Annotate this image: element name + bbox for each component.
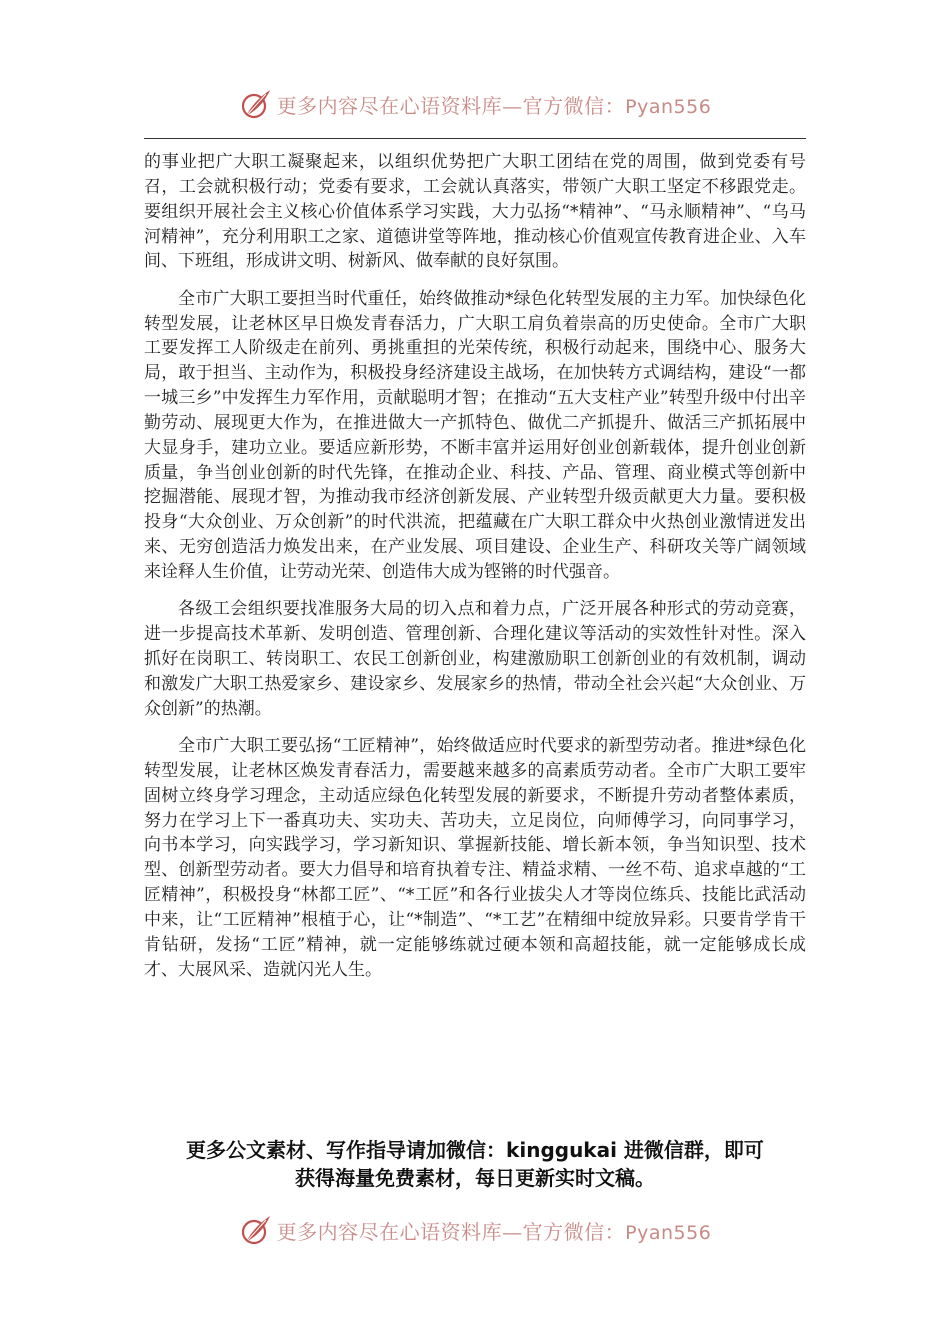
header-divider [144,138,806,139]
header-banner-text: 更多内容尽在心语资料库—官方微信：Pyan556 [276,93,712,118]
header-banner [0,82,950,126]
paragraph-4: 全市广大职工要弘扬“工匠精神”，始终做适应时代要求的新型劳动者。推进*绿色化转型发展，让老林区焕发青春活力，需要越来越多的高素质劳动者。全市广大职工要牢固树立终身学习理念，主动适应绿色化转型发展的新要求，不断提升劳动者整体素质，努力在学习上下一番真功夫、实功夫、苦功夫，立足岗位，向师傅学习，向同事学习，向书本学习，向实践学习，学习新知识、掌握新技能、增长新本领，争当知识型、技术型、创新型劳动者。要大力倡导和培育执着专注、精益求精、一丝不苟、追求卓越的“工匠精神”，积极投身“林都工匠”、“*工匠”和各行业拔尖人才等岗位练兵、技能比武活动中来，让“工匠精神”根植于心，让“*制造”、“*工艺”在精细中绽放异彩。只要肯学肯干肯钻研，发扬“工匠”精神，就一定能够练就过硬本领和高超技能，就一定能够成长成才、大展风采、造就闪光人生。 [144,736,806,980]
promo-notice [130,1136,820,1192]
paragraph-3: 各级工会组织要找准服务大局的切入点和着力点，广泛开展各种形式的劳动竞赛，进一步提高技术革新、发明创造、管理创新、合理化建议等活动的实效性针对性。深入抓好在岗职工、转岗职工、农民工创新创业，构建激励职工创新创业的有效机制，调动和激发广大职工热爱家乡、建设家乡、发展家乡的热情，带动全社会兴起“大众创业、万众创新”的热潮。 [144,599,806,719]
footer-wechat-id: Pyan556 [625,1221,712,1244]
paragraph-2: 全市广大职工要担当时代重任，始终做推动*绿色化转型发展的主力军。加快绿色化转型发展，让老林区早日焕发青春活力，广大职工肩负着崇高的历史使命。全市广大职工要发挥工人阶级走在前列、勇挑重担的光荣传统，积极行动起来，围绕中心、服务大局，敢于担当、主动作为，积极投身经济建设主战场，在加快转方式调结构，建设“一都一城三乡”中发挥生力军作用，贡献聪明才智；在推动“五大支柱产业”转型升级中付出辛勤劳动、展现更大作为，在推进做大一产抓特色、做优二产抓提升、做活三产抓拓展中大显身手，建功立业。要适应新形势，不断丰富并运用好创业创新载体，提升创业创新质量，争当创业创新的时代先锋，在推动企业、科技、产品、管理、商业模式等创新中挖掘潜能、展现才智，为推动我市经济创新发展、产业转型升级贡献更大力量。要积极投身“大众创业、万众创新”的时代洪流，把蕴藏在广大职工群众中火热创业激情迸发出来、无穷创造活力焕发出来，在产业发展、项目建设、企业生产、科研攻关等广阔领域来诠释人生价值，让劳动光荣、创造伟大成为铿锵的时代强音。 [144,288,806,582]
feather-quill-icon [239,87,273,121]
footer-banner [0,1208,950,1252]
feather-quill-icon [239,1213,273,1247]
paragraph-1: 的事业把广大职工凝聚起来，以组织优势把广大职工团结在党的周围，做到党委有号召，工会就积极行动；党委有要求，工会就认真落实，带领广大职工坚定不移跟党走。要组织开展社会主义核心价值体系学习实践，大力弘扬“*精神”、“马永顺精神”、“乌马河精神”，充分利用职工之家、道德讲堂等阵地，推动核心价值观宣传教育进企业、入车间、下班组，形成讲文明、树新风、做奉献的良好氛围。 [144,152,806,272]
footer-banner-text: 更多内容尽在心语资料库—官方微信：Pyan556 [276,1219,712,1244]
document-body [144,150,806,983]
header-wechat-id: Pyan556 [625,95,712,118]
promo-line-2: 获得海量免费素材，每日更新实时文稿。 [295,1166,655,1190]
promo-line-1: 更多公文素材、写作指导请加微信：kinggukai 进微信群，即可 [186,1138,764,1162]
